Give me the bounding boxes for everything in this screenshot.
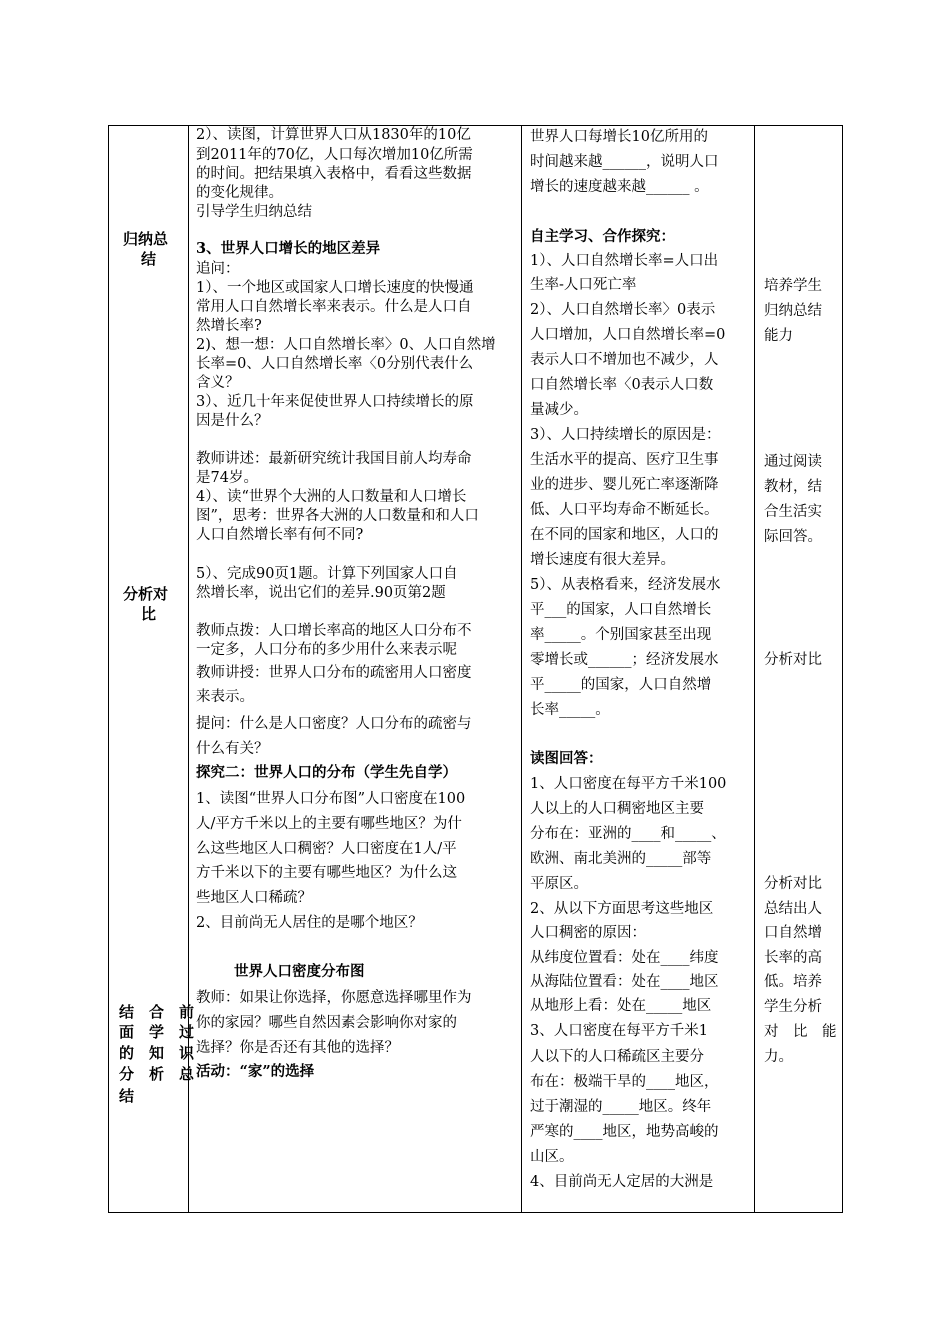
text-line: 些地区人口稀疏？ bbox=[196, 890, 312, 906]
text-line: 增长的速度越来越______ 。 bbox=[530, 179, 709, 195]
text-line: 在不同的国家和地区，人口的 bbox=[530, 527, 719, 543]
text-line: 1、人口密度在每平方千米100 bbox=[530, 776, 727, 792]
text-line: 方千米以下的主要有哪些地区？为什么这 bbox=[196, 865, 457, 881]
text-line: 山区。 bbox=[530, 1149, 574, 1165]
text-line: 什么有关？ bbox=[196, 741, 269, 757]
text-line: 4、目前尚无人定居的大洲是 bbox=[530, 1174, 714, 1190]
text-line: 人以上的人口稠密地区主要 bbox=[530, 801, 704, 817]
text-line: 选择？你是否还有其他的选择？ bbox=[196, 1040, 399, 1056]
text-line: 口自然增 bbox=[764, 925, 822, 941]
section-heading: 3、世界人口增长的地区差异 bbox=[196, 240, 381, 257]
text-line: 然增长率? bbox=[196, 318, 262, 334]
text-line: 归纳总结 bbox=[764, 303, 822, 319]
text-line: 分析对比 bbox=[764, 876, 822, 892]
text-line: 教师讲述：最新研究统计我国目前人均寿命 bbox=[196, 451, 472, 467]
text-line: 图”，思考：世界各大洲的人口数量和和人口 bbox=[196, 508, 479, 524]
text-line: 2、目前尚无人居住的是哪个地区？ bbox=[196, 915, 423, 931]
text-line: 平___的国家，人口自然增长 bbox=[530, 602, 712, 618]
text-line: 学生分析 bbox=[764, 999, 822, 1015]
text-line: 长率=0、人口自然增长率〈0分别代表什么 bbox=[196, 356, 474, 372]
text-line: 能力 bbox=[764, 328, 793, 344]
activity-heading: 活动：“家”的选择 bbox=[196, 1063, 315, 1080]
text-line: 教师点拨：人口增长率高的地区人口分布不 bbox=[196, 623, 472, 639]
text-line: 来表示。 bbox=[196, 689, 254, 705]
text-line: 含义？ bbox=[196, 375, 240, 391]
text-line: 2)、想一想：人口自然增长率〉0、人口自然增 bbox=[196, 337, 496, 353]
text-line: 教材，结 bbox=[764, 479, 822, 495]
text-line: 严寒的____地区，地势高峻的 bbox=[530, 1124, 719, 1140]
text-line: 生率-人口死亡率 bbox=[530, 277, 637, 293]
text-line: 世界人口每增长10亿所用的 bbox=[530, 129, 708, 145]
text-line: 布在：极端干旱的____地区， bbox=[530, 1074, 719, 1090]
text-line: 人口稠密的原因： bbox=[530, 925, 646, 941]
text-line: 么这些地区人口稠密？人口密度在1人/平 bbox=[196, 841, 457, 857]
text-line: 培养学生 bbox=[764, 278, 822, 294]
text-line: 然增长率，说出它们的差异.90页第2题 bbox=[196, 585, 446, 601]
text-line: 零增长或______；经济发展水 bbox=[530, 652, 719, 668]
text-line: 量减少。 bbox=[530, 402, 588, 418]
section-heading: 探究二：世界人口的分布（学生先自学） bbox=[196, 764, 457, 781]
text-line: 通过阅读 bbox=[764, 454, 822, 470]
text-line: 到2011年的70亿，人口每次增加10亿所需 bbox=[196, 147, 473, 163]
text-line: 从海陆位置看：处在____地区 bbox=[530, 974, 719, 990]
text-line: 4）、读“世界个大洲的人口数量和人口增长 bbox=[196, 489, 467, 505]
text-line: 分析对比 bbox=[764, 652, 822, 668]
text-line: 低。培养 bbox=[764, 974, 822, 990]
text-line: 提问：什么是人口密度？人口分布的疏密与 bbox=[196, 716, 472, 732]
text-line: 过于潮湿的_____地区。终年 bbox=[530, 1099, 712, 1115]
text-line: 人口增加，人口自然增长率=0 bbox=[530, 327, 726, 343]
text-line: 从纬度位置看：处在____纬度 bbox=[530, 950, 719, 966]
section-heading: 自主学习、合作探究： bbox=[530, 228, 675, 245]
text-line: 际回答。 bbox=[764, 529, 822, 545]
column-divider-3 bbox=[754, 125, 755, 1213]
text-line: 业的进步、婴儿死亡率逐渐降 bbox=[530, 477, 719, 493]
column-divider-2 bbox=[521, 125, 522, 1213]
text-line: 3）、近几十年来促使世界人口持续增长的原 bbox=[196, 394, 474, 410]
text-line: 你的家园？哪些自然因素会影响你对家的 bbox=[196, 1015, 457, 1031]
text-line: 分布在：亚洲的____和_____、 bbox=[530, 826, 726, 842]
text-line: 口自然增长率〈0表示人口数 bbox=[530, 377, 714, 393]
text-line: 生活水平的提高、医疗卫生事 bbox=[530, 452, 719, 468]
text-line: 一定多，人口分布的多少用什么来表示呢 bbox=[196, 642, 457, 658]
text-line: 平原区。 bbox=[530, 876, 588, 892]
lesson-plan-page: 归纳总 结 分析对 比 结 合 前 面 学 过 的 知 识 分 析 总 结 2）、读图，计算世界人口从1830年的10亿 到2011年的70亿，人口每次增加10亿所需 的时间。把结果填入表格中，看看这些数据 的变化规律。 引导学生归纳总结 3、世界人口增长的地区差异 追问： 1）、一个地区或国家人口增长速度的快慢通 常用人口自然增长率来表示。什么是人口自 然增长率? 2)、想一想：人口自然增长率〉0、人口自然增 长率=0、人口自然增长率〈0分别代表什么 含义？ 3）、近几十年来促使世界人口持续增长的原 因是什么？ 教师讲述：最新研究统计我国目前人均寿命 是74岁。 4）、读“世界个大洲的人口数量和人口增长 图”，思考：世界各大洲的人口数量和和人口 人口自然增长率有何不同? 5）、完成90页1题。计算下列国家人口自 然增长率，说出它们的差异.90页第2题 教师点拨：人口增长率高的地区人口分布不 一定多，人口分布的多少用什么来表示呢 教师讲授：世界人口分布的疏密用人口密度 来表示。 提问：什么是人口密度？人口分布的疏密与 什么有关？ 探究二：世界人口的分布（学生先自学） 1、读图“世界人口分布图”人口密度在100 人/平方千米以上的主要有哪些地区？为什 么这些地区人口稠密？人口密度在1人/平 方千米以下的主要有哪些地区？为什么这 些地区人口稀疏？ 2、目前尚无人居住的是哪个地区？ 世界人口密度分布图 教师：如果让你选择，你愿意选择哪里作为 你的家园？哪些自然因素会影响你对家的 选择？你是否还有其他的选择？ 活动：“家”的选择 世界人口每增长10亿所用的 时间越来越______，说明人口 增长的速度越来越______ 。 自主学习、合作探究： 1）、人口自然增长率=人口出 生率-人口死亡率 2）、人口自然增长率〉0表示 人口增加，人口自然增长率=0 表示人口不增加也不减少，人 口自然增长率〈0表示人口数 量减少。 3）、人口持续增长的原因是： 生活水平的提高、医疗卫生事 业的进步、婴儿死亡率逐渐降 低、人口平均寿命不断延长。 在不同的国家和地区，人口的 增长速度有很大差异。 5）、从表格看来，经济发展水 平___的国家，人口自然增长 率_____。个别国家甚至出现 零增长或______；经济发展水 平_____的国家，人口自然增 长率_____。 读图回答： 1、人口密度在每平方千米100 人以上的人口稠密地区主要 分布在：亚洲的____和_____、 欧洲、南北美洲的_____部等 平原区。 2、从以下方面思考这些地区 人口稠密的原因： 从纬度位置看：处在____纬度 从海陆位置看：处在____地区 从地形上看：处在_____地区 3、人口密度在每平方千米1 人以下的人口稀疏区主要分 布在：极端干旱的____地区， 过于潮湿的_____地区。终年 严寒的____地区，地势高峻的 山区。 4、目前尚无人定居的大洲是 培养学生 归纳总结 能力 通过阅读 教材，结 合生活实 际回答。 分析对比 分析对比 总结出人 口自然增 长率的高 低。培养 学生分析 对 比 能 力。 bbox=[0, 0, 950, 1344]
text-line: 3）、人口持续增长的原因是： bbox=[530, 427, 721, 443]
text-line: 总结出人 bbox=[764, 901, 822, 917]
text-line: 2）、人口自然增长率〉0表示 bbox=[530, 302, 716, 318]
text-line: 低、人口平均寿命不断延长。 bbox=[530, 502, 719, 518]
text-line: 人以下的人口稀疏区主要分 bbox=[530, 1049, 704, 1065]
text-line: 追问： bbox=[196, 261, 240, 277]
table-left-border bbox=[108, 125, 109, 1213]
text-line: 的变化规律。 bbox=[196, 185, 283, 201]
text-line: 3、人口密度在每平方千米1 bbox=[530, 1023, 708, 1039]
text-line: 1、读图“世界人口分布图”人口密度在100 bbox=[196, 791, 466, 807]
table-bottom-border bbox=[108, 1212, 842, 1213]
text-line: 5）、完成90页1题。计算下列国家人口自 bbox=[196, 566, 458, 582]
text-line: 教师：如果让你选择，你愿意选择哪里作为 bbox=[196, 990, 472, 1006]
text-line: 人口自然增长率有何不同? bbox=[196, 527, 364, 543]
text-line: 因是什么？ bbox=[196, 413, 269, 429]
text-line: 长率的高 bbox=[764, 950, 822, 966]
text-line: 长率_____。 bbox=[530, 702, 610, 718]
text-line: 是74岁。 bbox=[196, 470, 258, 486]
text-line: 对 比 能 bbox=[764, 1024, 837, 1040]
text-line: 合生活实 bbox=[764, 504, 822, 520]
text-line: 1）、一个地区或国家人口增长速度的快慢通 bbox=[196, 280, 474, 296]
text-line: 欧洲、南北美洲的_____部等 bbox=[530, 851, 712, 867]
map-title: 世界人口密度分布图 bbox=[234, 963, 365, 980]
text-line: 率_____。个别国家甚至出现 bbox=[530, 627, 712, 643]
text-line: 平_____的国家，人口自然增 bbox=[530, 677, 712, 693]
text-line: 5）、从表格看来，经济发展水 bbox=[530, 577, 721, 593]
table-right-border bbox=[842, 125, 843, 1213]
text-line: 常用人口自然增长率来表示。什么是人口自 bbox=[196, 299, 472, 315]
text-line: 力。 bbox=[764, 1049, 793, 1065]
text-line: 1）、人口自然增长率=人口出 bbox=[530, 253, 719, 269]
text-line: 的时间。把结果填入表格中，看看这些数据 bbox=[196, 166, 472, 182]
section-heading: 读图回答： bbox=[530, 750, 603, 767]
text-line: 表示人口不增加也不减少，人 bbox=[530, 352, 719, 368]
text-line: 2、从以下方面思考这些地区 bbox=[530, 901, 714, 917]
table-top-border bbox=[108, 125, 842, 126]
text-line: 从地形上看：处在_____地区 bbox=[530, 998, 712, 1014]
text-line: 增长速度有很大差异。 bbox=[530, 552, 675, 568]
text-line: 2）、读图，计算世界人口从1830年的10亿 bbox=[196, 127, 471, 143]
text-line: 时间越来越______，说明人口 bbox=[530, 154, 719, 170]
text-line: 教师讲授：世界人口分布的疏密用人口密度 bbox=[196, 665, 472, 681]
text-line: 人/平方千米以上的主要有哪些地区？为什 bbox=[196, 816, 462, 832]
text-line: 引导学生归纳总结 bbox=[196, 204, 312, 220]
